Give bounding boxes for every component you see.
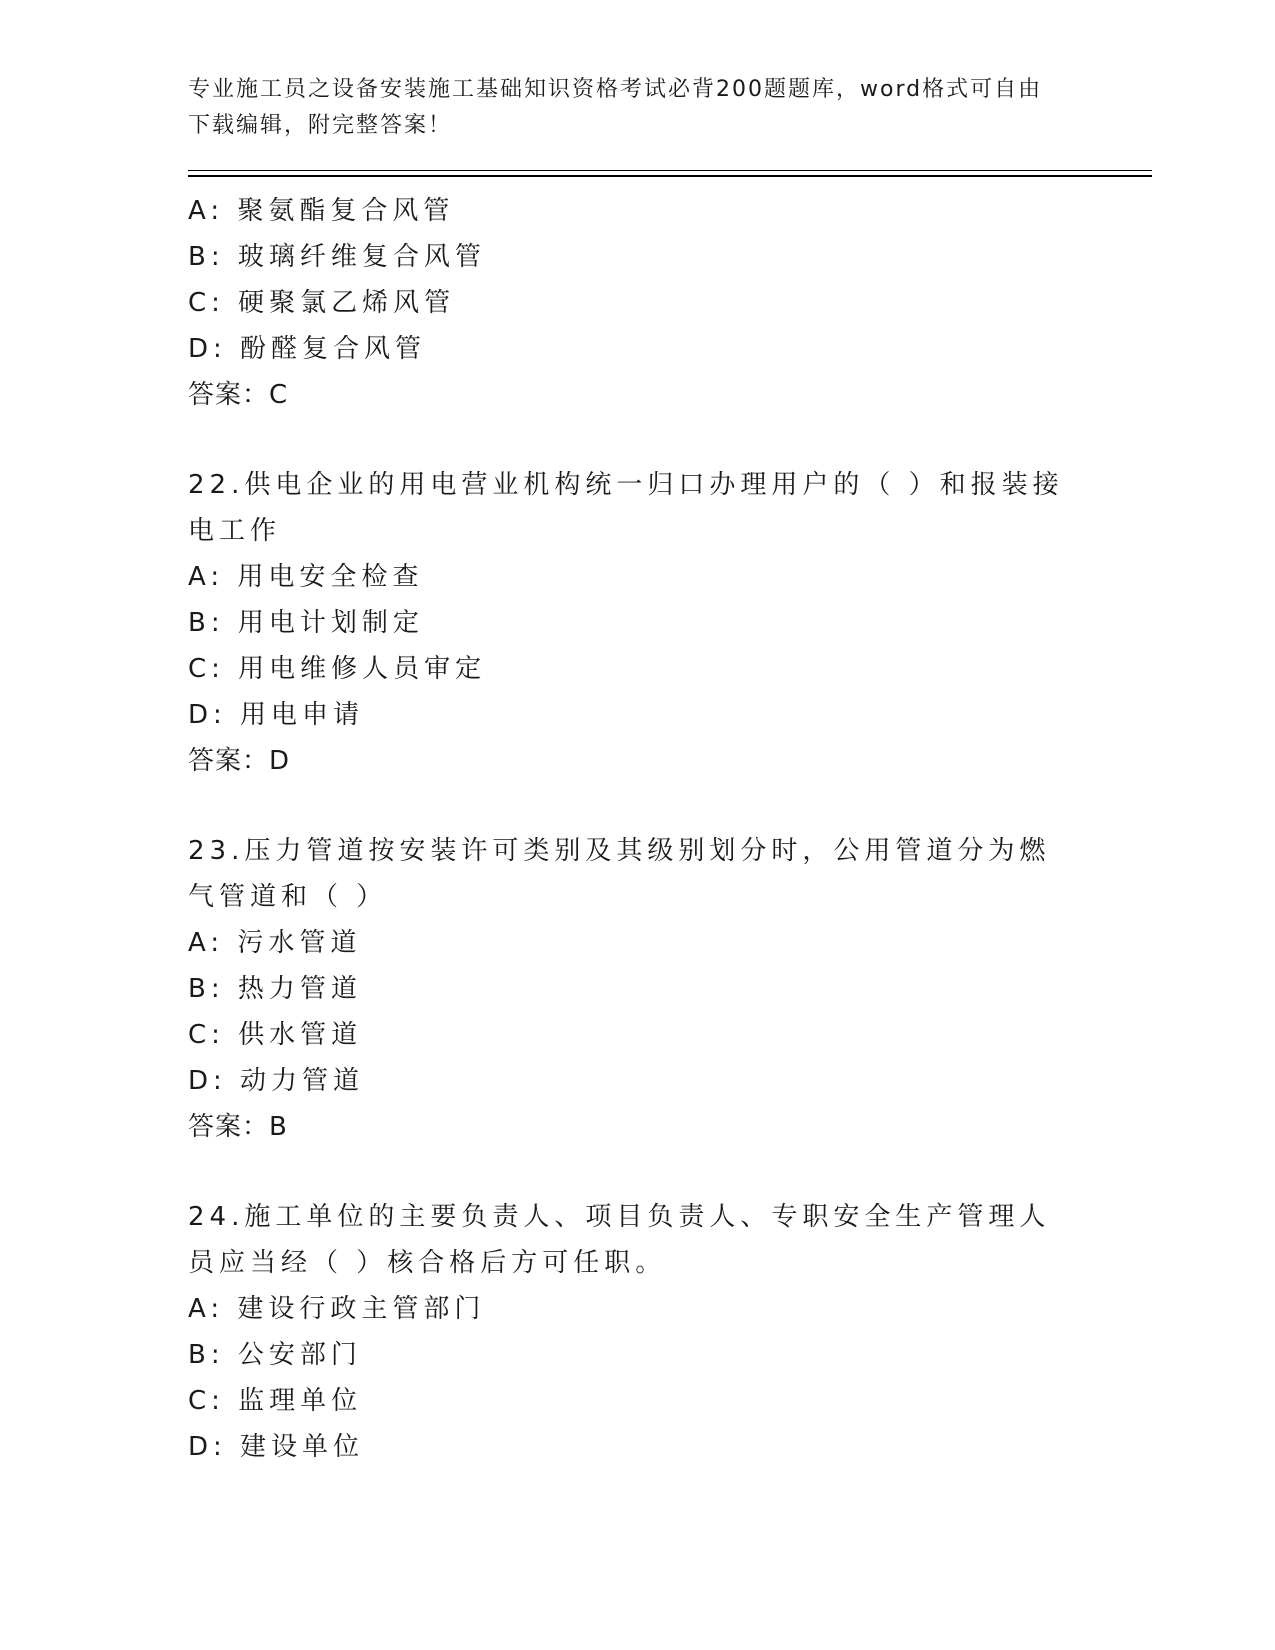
question-block-23: [188, 828, 1088, 1150]
option-d: D: 用电申请: [188, 700, 365, 730]
question-text: 22.供电企业的用电营业机构统一归口办理用户的（ ）和报装接电工作: [188, 470, 1064, 546]
question-block-24: [188, 1194, 1088, 1470]
option-c: C: 硬聚氯乙烯风管: [188, 288, 456, 318]
option-d: D: 建设单位: [188, 1432, 365, 1462]
header-divider-bottom: [188, 175, 1152, 177]
question-list: [188, 188, 1088, 1470]
question-block-22: [188, 462, 1088, 784]
option-c: C: 监理单位: [188, 1386, 363, 1416]
option-b: B: 公安部门: [188, 1340, 362, 1370]
question-block-prev: [188, 188, 1088, 418]
option-b: B: 用电计划制定: [188, 608, 424, 638]
document-header: [188, 72, 1088, 144]
option-b: B: 热力管道: [188, 974, 362, 1004]
option-a: A: 聚氨酯复合风管: [188, 196, 455, 226]
answer-line: 答案：B: [188, 1112, 288, 1142]
option-a: A: 建设行政主管部门: [188, 1294, 486, 1324]
answer-line: 答案：D: [188, 746, 291, 776]
header-title-line1: 专业施工员之设备安装施工基础知识资格考试必背200题题库，word格式可自由: [188, 77, 1043, 102]
option-b: B: 玻璃纤维复合风管: [188, 242, 486, 272]
question-text: 24.施工单位的主要负责人、项目负责人、专职安全生产管理人员应当经（ ）核合格后方可任职。: [188, 1202, 1051, 1278]
option-c: C: 供水管道: [188, 1020, 363, 1050]
question-text: 23.压力管道按安装许可类别及其级别划分时，公用管道分为燃气管道和（ ）: [188, 836, 1051, 912]
header-divider-top: [188, 170, 1152, 171]
header-title-line2: 下载编辑，附完整答案！: [188, 113, 453, 138]
answer-line: 答案：C: [188, 380, 289, 410]
option-c: C: 用电维修人员审定: [188, 654, 487, 684]
option-a: A: 用电安全检查: [188, 562, 424, 592]
option-d: D: 酚醛复合风管: [188, 334, 427, 364]
option-d: D: 动力管道: [188, 1066, 365, 1096]
option-a: A: 污水管道: [188, 928, 362, 958]
